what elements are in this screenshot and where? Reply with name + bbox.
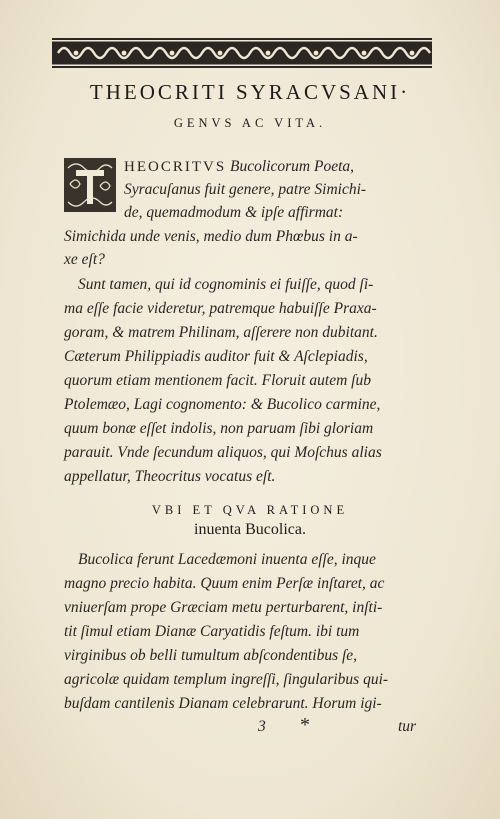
text-line-4: Simichida unde venis, medio dum Phœbus in a- <box>64 228 358 245</box>
text-line-12: quum bonæ eſſet indolis, non paruam ſibi gloriam <box>64 420 374 437</box>
text-line-8: goram, & matrem Philinam, aſſerere non dubitant. <box>64 324 378 341</box>
section-line-7: buſdam cantilenis Dianam celebrarunt. Horum igi- <box>64 695 382 712</box>
section-line-5: virginibus ob belli tumultum abſcondentibus ſe, <box>64 647 358 664</box>
text-line-10: quorum etiam mentionem facit. Floruit autem ſub <box>64 372 371 389</box>
section-line-2: magno precio habita. Quum enim Perſæ inſtaret, ac <box>64 575 385 592</box>
text-line-9: Cæterum Philippiadis auditor fuit & Aſclepiadis, <box>64 348 368 365</box>
section-subheading: inuenta Bucolica. <box>194 521 306 538</box>
text-line-5: xe eſt? <box>64 251 105 268</box>
section-line-6: agricolæ quidam templum ingreſſi, ſingularibus qui- <box>64 671 389 688</box>
asterisk-mark: * <box>300 714 310 736</box>
catchword: tur <box>398 718 417 735</box>
text-line-11: Ptolemæo, Lagi cognomento: & Bucolico carmine, <box>64 396 381 413</box>
section-line-1: Bucolica ferunt Lacedæmoni inuenta eſſe, inque <box>78 551 376 568</box>
page-subtitle: GENVS AC VITA. <box>173 116 327 130</box>
text-line-6: Sunt tamen, qui id cognominis ei fuiſſe, quod ſi- <box>78 276 374 293</box>
text-line-1: HEOCRITVS Bucolicorum Poeta, <box>124 158 355 175</box>
text-line-3: de, quemadmodum & ipſe affirmat: <box>124 204 344 221</box>
signature-mark: 3 <box>258 718 266 735</box>
section-line-4: tit ſimul etiam Dianæ Caryatidis feſtum. ibi tum <box>64 623 360 640</box>
decorated-initial-t <box>64 158 116 212</box>
section-line-3: vniuerſam prope Græciam metu perturbarent, inſti- <box>64 599 383 616</box>
page-title: THEOCRITI SYRACVSANI· <box>89 80 411 104</box>
ornament-band <box>52 38 432 68</box>
text-line-2: Syracuſanus fuit genere, patre Simichi- <box>124 181 367 198</box>
section-heading: VBI ET QVA RATIONE <box>151 503 349 517</box>
text-line-13: parauit. Vnde ſecundum aliquos, qui Moſchus alias <box>64 444 382 461</box>
text-line-14: appellatur, Theocritus vocatus eſt. <box>64 468 276 485</box>
text-line-7: ma eſſe facie videretur, patremque habuiſſe Praxa- <box>64 300 377 317</box>
